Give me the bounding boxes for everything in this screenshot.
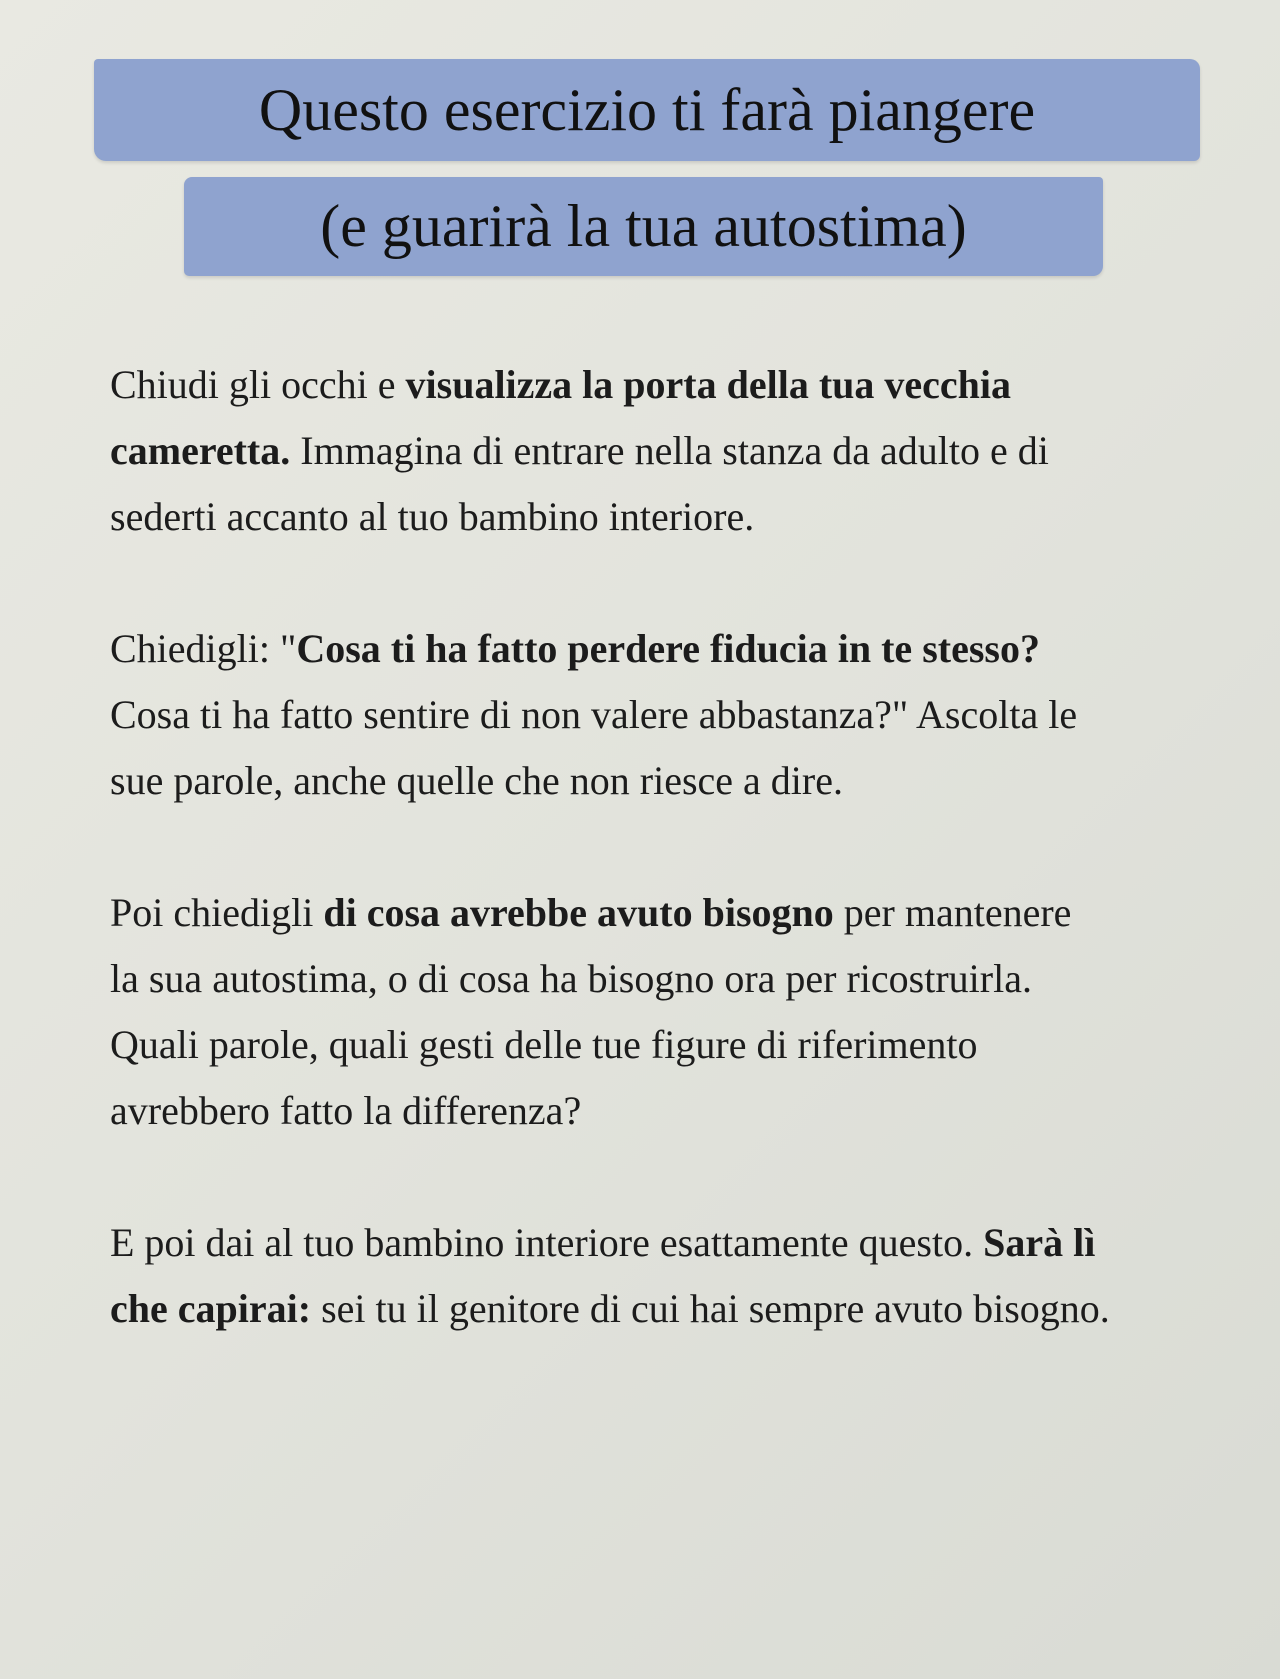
paragraph-4 bbox=[110, 1210, 1110, 1342]
paragraph-2 bbox=[110, 616, 1110, 814]
bold-segment: di cosa avrebbe avuto bisogno bbox=[323, 890, 834, 935]
text-segment: per mantenere la sua autostima, o di cosa ha bisogno ora per ricostruirla. Quali parole, quali gesti delle tue figure di riferimento avrebbero fatto la differenza? bbox=[110, 890, 1072, 1133]
text-segment: Poi chiedigli bbox=[110, 890, 324, 935]
text-segment: Chiudi gli occhi e bbox=[110, 362, 406, 407]
title-banner-2 bbox=[184, 177, 1103, 276]
bold-segment: Cosa ti ha fatto perdere fiducia in te stesso? bbox=[296, 626, 1040, 671]
text-segment: Immagina di entrare nella stanza da adulto e di sederti accanto al tuo bambino interiore. bbox=[110, 428, 1049, 539]
title-line-1: Questo esercizio ti farà piangere bbox=[258, 76, 1036, 143]
title-banner-1 bbox=[94, 59, 1200, 161]
bold-segment: Sarà lì che capirai: bbox=[110, 1220, 1096, 1331]
body-text bbox=[110, 352, 1110, 1408]
text-segment: sei tu il genitore di cui hai sempre avuto bisogno. bbox=[311, 1286, 1110, 1331]
text-segment: E poi dai al tuo bambino interiore esattamente questo. bbox=[110, 1220, 984, 1265]
text-segment: Cosa ti ha fatto sentire di non valere abbastanza?" Ascolta le sue parole, anche quelle che non riesce a dire. bbox=[110, 692, 1078, 803]
bold-segment: visualizza la porta della tua vecchia cameretta. bbox=[110, 362, 1012, 473]
title-line-2: (e guarirà la tua autostima) bbox=[320, 193, 967, 259]
text-segment: Chiedigli: " bbox=[110, 626, 297, 671]
paragraph-1 bbox=[110, 352, 1110, 550]
paragraph-3 bbox=[110, 880, 1110, 1144]
